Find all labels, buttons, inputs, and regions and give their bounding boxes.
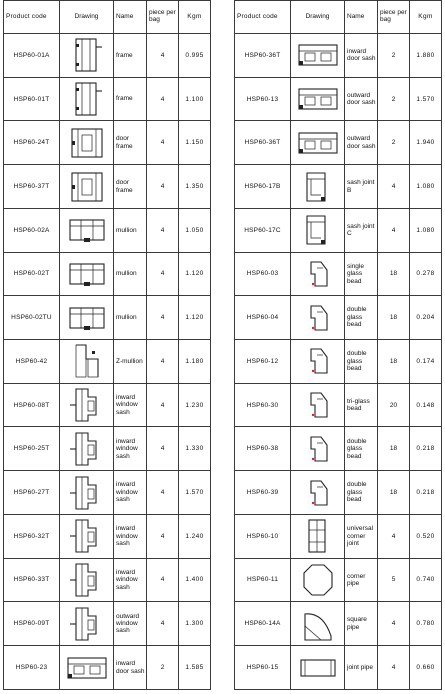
drawing-cell [291,646,345,690]
piece-per-bag-cell: 4 [147,602,179,646]
product-name-cell: frame [114,77,147,121]
product-code-cell: HSP60-36T [235,34,291,78]
drawing-cell [291,340,345,384]
product-code-cell: HSP60-38 [235,427,291,471]
glass-bead-profile-icon [291,473,344,513]
kgm-cell: 1.350 [179,165,211,209]
door-sash-profile-icon [60,648,113,688]
piece-per-bag-cell: 5 [378,558,410,602]
product-name-cell: double glass bead [345,471,378,515]
piece-per-bag-cell: 4 [378,514,410,558]
piece-per-bag-cell: 4 [147,252,179,296]
product-name-cell: double glass bead [345,427,378,471]
product-name-cell: mullion [114,296,147,340]
product-name-cell: inward window sash [114,427,147,471]
drawing-cell [60,34,114,78]
table-header-row [4,1,211,34]
product-code-cell: HSP60-02A [4,208,60,252]
table-row [4,514,211,558]
product-code-cell: HSP60-10 [235,514,291,558]
product-code-cell: HSP60-39 [235,471,291,515]
product-name-cell: door frame [114,121,147,165]
piece-per-bag-cell: 4 [147,427,179,471]
table-header-row [235,1,442,34]
product-code-cell: HSP60-01A [4,34,60,78]
product-name-cell: frame [114,34,147,78]
table-row [4,646,211,690]
sash-profile-icon [60,429,113,469]
header-product-code: Product code [4,1,60,34]
door-sash-profile-icon [291,79,344,119]
product-name-cell: inward window sash [114,514,147,558]
kgm-cell: 1.570 [410,77,442,121]
drawing-cell [60,383,114,427]
kgm-cell: 1.400 [179,558,211,602]
piece-per-bag-cell: 4 [147,208,179,252]
piece-per-bag-cell: 18 [378,427,410,471]
product-code-cell: HSP60-42 [4,340,60,384]
table-row [4,471,211,515]
sash-profile-icon [60,560,113,600]
piece-per-bag-cell: 2 [147,646,179,690]
kgm-cell: 1.150 [179,121,211,165]
kgm-cell: 1.180 [179,340,211,384]
kgm-cell: 0.148 [410,383,442,427]
door-frame-profile-icon [60,123,113,163]
product-table-left [3,0,211,690]
header-kgm: Kgm [179,1,211,34]
square-pipe-icon [291,604,344,644]
glass-bead-profile-icon [291,298,344,338]
table-row [235,514,442,558]
table-row [235,121,442,165]
header-name: Name [345,1,378,34]
table-row [4,427,211,471]
piece-per-bag-cell: 2 [378,34,410,78]
drawing-cell [60,121,114,165]
table-row [235,34,442,78]
product-code-cell: HSP60-02T [4,252,60,296]
header-drawing: Drawing [291,1,345,34]
piece-per-bag-cell: 4 [147,121,179,165]
product-name-cell: corner pipe [345,558,378,602]
table-row [4,77,211,121]
product-code-cell: HSP60-12 [235,340,291,384]
corner-pipe-icon [291,560,344,600]
drawing-cell [60,165,114,209]
header-kgm: Kgm [410,1,442,34]
piece-per-bag-cell: 2 [378,77,410,121]
product-name-cell: mullion [114,252,147,296]
table-row [235,296,442,340]
piece-per-bag-cell: 4 [147,296,179,340]
drawing-cell [291,77,345,121]
piece-per-bag-cell: 4 [147,558,179,602]
drawing-cell [60,427,114,471]
sash-profile-icon [60,516,113,556]
product-code-cell: HSP60-24T [4,121,60,165]
glass-bead-profile-icon [291,254,344,294]
product-name-cell: inward window sash [114,471,147,515]
kgm-cell: 1.230 [179,383,211,427]
product-code-cell: HSP60-23 [4,646,60,690]
piece-per-bag-cell: 4 [147,34,179,78]
product-code-cell: HSP60-04 [235,296,291,340]
product-code-cell: HSP60-11 [235,558,291,602]
product-name-cell: sash joint B [345,165,378,209]
product-name-cell: universal corner joint [345,514,378,558]
product-name-cell: inward window sash [114,383,147,427]
drawing-cell [60,558,114,602]
drawing-cell [60,340,114,384]
table-row [235,427,442,471]
table-row [235,252,442,296]
kgm-cell: 1.120 [179,252,211,296]
kgm-cell: 0.995 [179,34,211,78]
kgm-cell: 0.780 [410,602,442,646]
kgm-cell: 1.585 [179,646,211,690]
product-code-cell: HSP60-32T [4,514,60,558]
piece-per-bag-cell: 18 [378,296,410,340]
kgm-cell: 0.660 [410,646,442,690]
drawing-cell [291,383,345,427]
product-name-cell: double glass bead [345,340,378,384]
piece-per-bag-cell: 4 [147,383,179,427]
kgm-cell: 1.240 [179,514,211,558]
product-code-cell: HSP60-13 [235,77,291,121]
product-name-cell: joint pipe [345,646,378,690]
piece-per-bag-cell: 18 [378,471,410,515]
product-code-cell: HSP60-03 [235,252,291,296]
table-row [235,471,442,515]
drawing-cell [60,252,114,296]
piece-per-bag-cell: 4 [378,165,410,209]
piece-per-bag-cell: 4 [147,514,179,558]
drawing-cell [291,165,345,209]
table-row [4,558,211,602]
drawing-cell [60,471,114,515]
glass-bead-profile-icon [291,341,344,381]
product-name-cell: outward door sash [345,77,378,121]
drawing-cell [291,121,345,165]
product-code-cell: HSP60-02TU [4,296,60,340]
product-code-cell: HSP60-27T [4,471,60,515]
product-name-cell: outward door sash [345,121,378,165]
drawing-cell [291,208,345,252]
corner-joint-profile-icon [291,516,344,556]
joint-pipe-icon [291,648,344,688]
piece-per-bag-cell: 4 [147,340,179,384]
sash-joint-profile-icon [291,167,344,207]
table-row [4,296,211,340]
z-mullion-profile-icon [60,341,113,381]
glass-bead-profile-icon [291,385,344,425]
piece-per-bag-cell: 18 [378,340,410,384]
kgm-cell: 1.300 [179,602,211,646]
piece-per-bag-cell: 4 [147,471,179,515]
product-name-cell: mullion [114,208,147,252]
drawing-cell [60,208,114,252]
product-code-cell: HSP60-09T [4,602,60,646]
drawing-cell [291,296,345,340]
header-piece-per-bag: piece per bag [378,1,410,34]
frame-profile-icon [60,35,113,75]
product-name-cell: tri-glass bead [345,383,378,427]
table-row [4,602,211,646]
piece-per-bag-cell: 4 [378,208,410,252]
kgm-cell: 1.880 [410,34,442,78]
product-name-cell: single glass bead [345,252,378,296]
table-row [235,646,442,690]
product-name-cell: double glass bead [345,296,378,340]
table-row [4,208,211,252]
kgm-cell: 1.330 [179,427,211,471]
product-name-cell: outward window sash [114,602,147,646]
kgm-cell: 1.080 [410,208,442,252]
kgm-cell: 1.100 [179,77,211,121]
table-row [4,34,211,78]
table-row [4,383,211,427]
kgm-cell: 1.120 [179,296,211,340]
drawing-cell [60,646,114,690]
product-name-cell: inward door sash [345,34,378,78]
kgm-cell: 0.740 [410,558,442,602]
product-code-cell: HSP60-08T [4,383,60,427]
mullion-profile-icon [60,210,113,250]
table-row [235,77,442,121]
glass-bead-profile-icon [291,429,344,469]
kgm-cell: 1.080 [410,165,442,209]
product-code-cell: HSP60-30 [235,383,291,427]
product-code-cell: HSP60-15 [235,646,291,690]
table-row [4,121,211,165]
product-code-cell: HSP60-01T [4,77,60,121]
frame-profile-icon [60,79,113,119]
product-code-cell: HSP60-14A [235,602,291,646]
table-row [4,340,211,384]
drawing-cell [60,514,114,558]
product-table-right [234,0,442,690]
table-row [235,558,442,602]
door-sash-profile-icon [291,35,344,75]
kgm-cell: 1.570 [179,471,211,515]
piece-per-bag-cell: 4 [147,77,179,121]
product-name-cell: sash joint C [345,208,378,252]
product-code-cell: HSP60-37T [4,165,60,209]
header-drawing: Drawing [60,1,114,34]
product-code-cell: HSP60-36T [235,121,291,165]
sash-profile-icon [60,385,113,425]
kgm-cell: 0.278 [410,252,442,296]
product-code-cell: HSP60-25T [4,427,60,471]
piece-per-bag-cell: 18 [378,252,410,296]
drawing-cell [60,602,114,646]
product-name-cell: inward window sash [114,558,147,602]
kgm-cell: 0.218 [410,471,442,515]
drawing-cell [60,296,114,340]
table-row [235,602,442,646]
kgm-cell: 1.940 [410,121,442,165]
piece-per-bag-cell: 4 [378,602,410,646]
table-row [4,165,211,209]
kgm-cell: 0.520 [410,514,442,558]
table-row [235,340,442,384]
product-name-cell: inward door sash [114,646,147,690]
table-row [4,252,211,296]
drawing-cell [291,514,345,558]
door-frame-profile-icon [60,167,113,207]
table-row [235,165,442,209]
drawing-cell [60,77,114,121]
drawing-cell [291,427,345,471]
kgm-cell: 0.204 [410,296,442,340]
mullion-profile-icon [60,254,113,294]
header-name: Name [114,1,147,34]
product-code-cell: HSP60-33T [4,558,60,602]
sash-profile-icon [60,604,113,644]
kgm-cell: 1.050 [179,208,211,252]
piece-per-bag-cell: 20 [378,383,410,427]
door-sash-profile-icon [291,123,344,163]
kgm-cell: 0.174 [410,340,442,384]
sash-joint-profile-icon [291,210,344,250]
product-name-cell: door frame [114,165,147,209]
header-product-code: Product code [235,1,291,34]
product-code-cell: HSP60-17B [235,165,291,209]
drawing-cell [291,471,345,515]
mullion-profile-icon [60,298,113,338]
sash-profile-icon [60,473,113,513]
drawing-cell [291,252,345,296]
piece-per-bag-cell: 4 [147,165,179,209]
drawing-cell [291,34,345,78]
piece-per-bag-cell: 4 [378,646,410,690]
product-name-cell: square pipe [345,602,378,646]
table-row [235,383,442,427]
piece-per-bag-cell: 2 [378,121,410,165]
product-code-cell: HSP60-17C [235,208,291,252]
kgm-cell: 0.218 [410,427,442,471]
drawing-cell [291,602,345,646]
table-row [235,208,442,252]
product-name-cell: Z-mullion [114,340,147,384]
drawing-cell [291,558,345,602]
header-piece-per-bag: piece per bag [147,1,179,34]
